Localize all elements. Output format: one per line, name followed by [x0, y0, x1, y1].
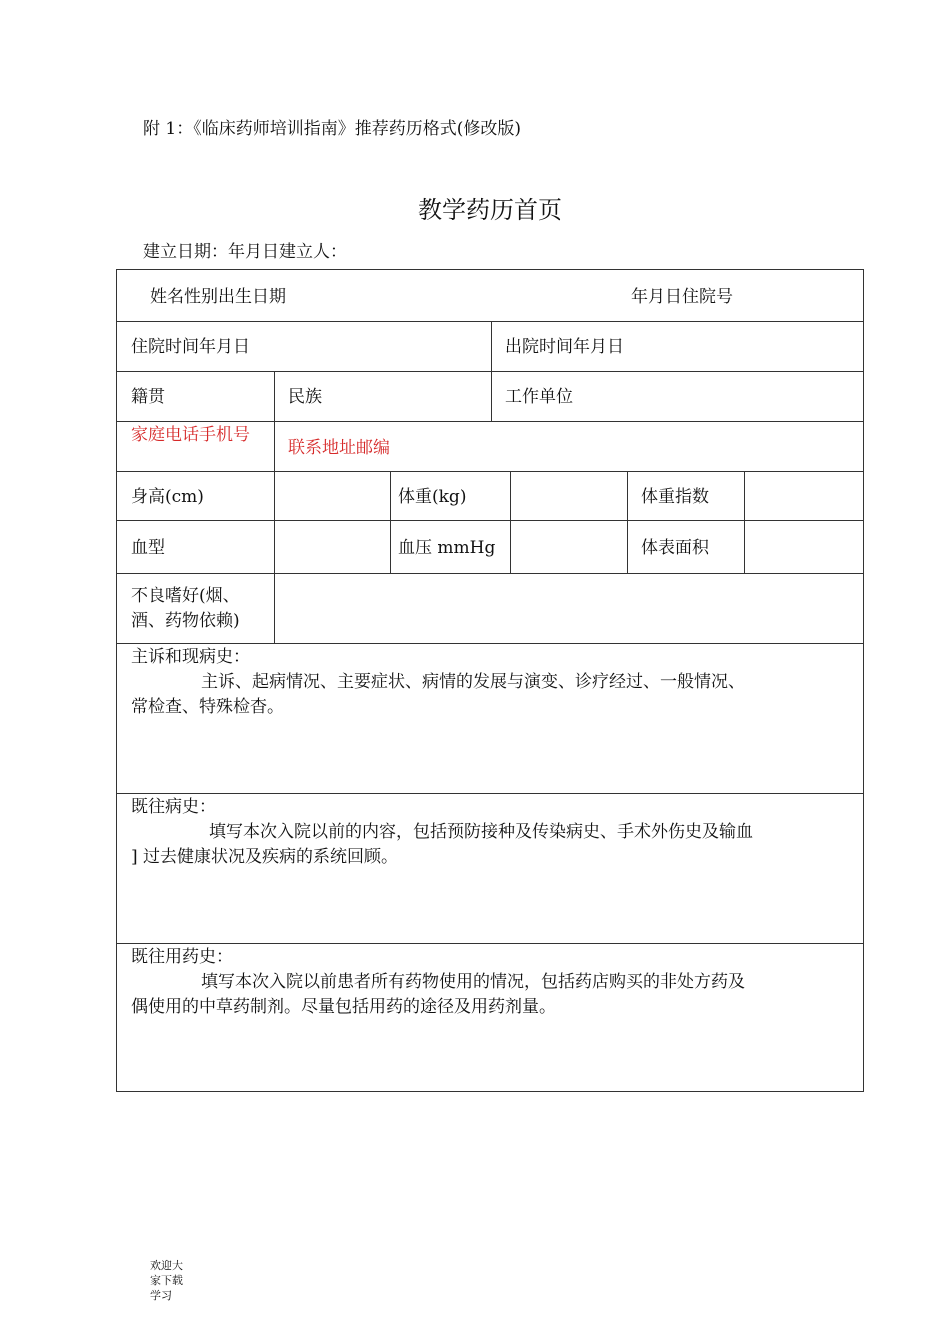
bmi-label: 体重指数 [641, 487, 709, 507]
history-text-line2: ] 过去健康状况及疾病的系统回顾。 [131, 847, 399, 867]
medication-text-line1: 填写本次入院以前患者所有药物使用的情况，包括药店购买的非处方药及 [201, 972, 745, 992]
row-divider [117, 943, 863, 944]
complaint-heading: 主诉和现病史： [131, 647, 250, 667]
appendix-heading: 附 1：《临床药师培训指南》推荐药历格式(修改版) [143, 119, 521, 139]
medication-record-form [116, 269, 864, 1092]
bad-habits-label-line2: 酒、药物依赖) [131, 611, 240, 631]
blood-pressure-label: 血压 mmHg [398, 538, 496, 558]
page-title: 教学药历首页 [418, 196, 562, 224]
column-divider [390, 471, 391, 573]
discharge-date-label: 出院时间年月日 [505, 337, 624, 357]
footer-line: 欢迎大 [150, 1259, 183, 1272]
height-label: 身高(cm) [131, 487, 204, 507]
complaint-text-line1: 主诉、起病情况、主要症状、病情的发展与演变、诊疗经过、一般情况、 [201, 672, 745, 692]
footer-line: 家下载 [150, 1274, 183, 1287]
row-divider [117, 471, 863, 472]
footer-line: 学习 [150, 1289, 172, 1302]
body-surface-area-label: 体表面积 [641, 538, 709, 558]
blood-type-label: 血型 [131, 538, 165, 558]
created-info: 建立日期：年月日建立人： [143, 242, 347, 262]
row-divider [117, 371, 863, 372]
phone-label: 家庭电话手机号 [131, 425, 250, 445]
history-text-line1: 填写本次入院以前的内容，包括预防接种及传染病史、手术外伤史及输血 [209, 822, 753, 842]
row-divider [117, 573, 863, 574]
medication-heading: 既往用药史： [131, 947, 233, 967]
address-postcode-label: 联系地址邮编 [288, 438, 390, 458]
column-divider [491, 321, 492, 421]
row-divider [117, 321, 863, 322]
ethnicity-label: 民族 [288, 387, 322, 407]
weight-label: 体重(kg) [398, 487, 467, 507]
row-divider [117, 643, 863, 644]
bad-habits-label-line1: 不良嗜好(烟、 [131, 586, 240, 606]
column-divider [744, 471, 745, 573]
birthdate-inpatient-number-label: 年月日住院号 [631, 287, 733, 307]
row-divider [117, 421, 863, 422]
native-place-label: 籍贯 [131, 387, 165, 407]
workplace-label: 工作单位 [505, 387, 573, 407]
footer-note [150, 1258, 198, 1303]
history-heading: 既往病史： [131, 797, 216, 817]
row-divider [117, 793, 863, 794]
column-divider [274, 371, 275, 643]
complaint-text-line2: 常检查、特殊检杳。 [131, 697, 284, 717]
column-divider [510, 471, 511, 573]
name-gender-birthdate-label: 姓名性别出生日期 [150, 287, 286, 307]
medication-text-line2: 偶使用的中草药制剂。尽量包括用药的途径及用药剂量。 [131, 997, 556, 1017]
row-divider [117, 520, 863, 521]
column-divider [627, 471, 628, 573]
admission-date-label: 住院时间年月日 [131, 337, 250, 357]
